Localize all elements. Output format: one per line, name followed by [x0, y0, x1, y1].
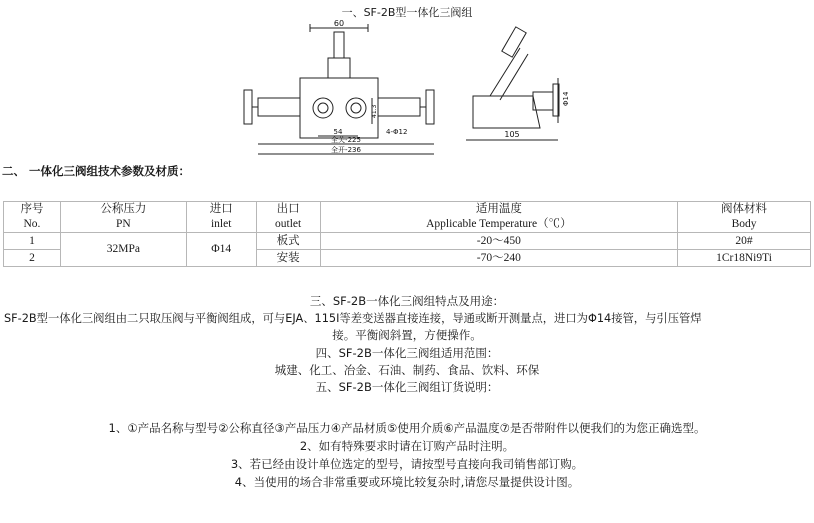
valve-technical-drawing	[228, 18, 588, 168]
cell-temp: -70～240	[320, 250, 677, 267]
section3-body-line2: 接。平衡阀斜置，方便操作。	[332, 328, 482, 342]
order-note-2: 2、如有特殊要求时请在订购产品时注明。	[299, 439, 515, 453]
flange-right	[426, 90, 434, 124]
order-note-3: 3、若已经由设计单位选定的型号，请按型号直接向我司销售部订购。	[230, 457, 584, 471]
dim-side-label: 41.3	[371, 104, 378, 118]
section5-title: 五、SF-2B一体化三阀组订货说明：	[315, 380, 499, 394]
angled-stem	[490, 48, 520, 96]
cell-body: 1Cr18Ni9Ti	[678, 250, 811, 267]
header-outlet: 出口 outlet	[256, 202, 320, 233]
dim-phi14-label: Φ14	[562, 91, 570, 106]
header-pn: 公称压力 PN	[60, 202, 186, 233]
port-right	[346, 98, 366, 118]
table-row	[4, 233, 811, 250]
pipe-left	[258, 98, 300, 116]
order-note-1: 1、①产品名称与型号②公称直径③产品压力④产品材质⑤使用介质⑥产品温度⑦是否带附件以便我们的为您正确选型。	[108, 421, 706, 435]
table-header-row	[4, 202, 811, 233]
dim-top-label: 60	[333, 19, 345, 28]
header-body: 阀体材料 Body	[678, 202, 811, 233]
section3-title: 三、SF-2B一体化三阀组特点及用途：	[309, 294, 505, 308]
section4-body: 城建、化工、冶金、石油、制药、食品、饮料、环保	[274, 363, 540, 377]
valve-stem	[334, 32, 344, 58]
cell-no: 2	[4, 250, 61, 267]
dim-54-label: 54	[333, 128, 343, 136]
section4-title: 四、SF-2B一体化三阀组适用范围：	[315, 346, 499, 360]
header-no: 序号 No.	[4, 202, 61, 233]
cell-pn: 32MPa	[60, 233, 186, 267]
dim-holes-label: 4-Φ12	[386, 128, 408, 136]
dim-close-label: 全关-225	[331, 136, 361, 144]
spec-heading: 二、 一体化三阀组技术参数及材质：	[2, 164, 191, 178]
bonnet	[328, 58, 350, 78]
header-temp: 适用温度 Applicable Temperature（℃）	[320, 202, 677, 233]
pipe-right	[378, 98, 420, 116]
cell-temp: -20～450	[320, 233, 677, 250]
dim-open-label: 全开-236	[331, 146, 361, 154]
section3-body-line1: SF-2B型一体化三阀组由二只取压阀与平衡阀组成，可与EJA、115Ⅰ等差变送器直接连接，导通或断开测量点，进口为Φ14接管，与引压管焊	[4, 312, 702, 325]
dim-105-label: 105	[504, 130, 520, 139]
order-note-4: 4、当使用的场合非常重要或环境比较复杂时,请您尽量提供设计图。	[234, 475, 580, 489]
angled-handle	[502, 27, 526, 57]
cell-inlet: Φ14	[186, 233, 256, 267]
cell-no: 1	[4, 233, 61, 250]
spec-table	[3, 201, 811, 267]
cell-body: 20#	[678, 233, 811, 250]
cell-outlet-2: 安装	[256, 250, 320, 267]
side-pipe	[533, 92, 553, 110]
cell-outlet-1: 板式	[256, 233, 320, 250]
side-body	[473, 96, 540, 128]
port-left	[313, 98, 333, 118]
product-heading: 一、SF-2B型一体化三阀组	[341, 6, 473, 19]
header-inlet: 进口 inlet	[186, 202, 256, 233]
flange-left	[244, 90, 252, 124]
